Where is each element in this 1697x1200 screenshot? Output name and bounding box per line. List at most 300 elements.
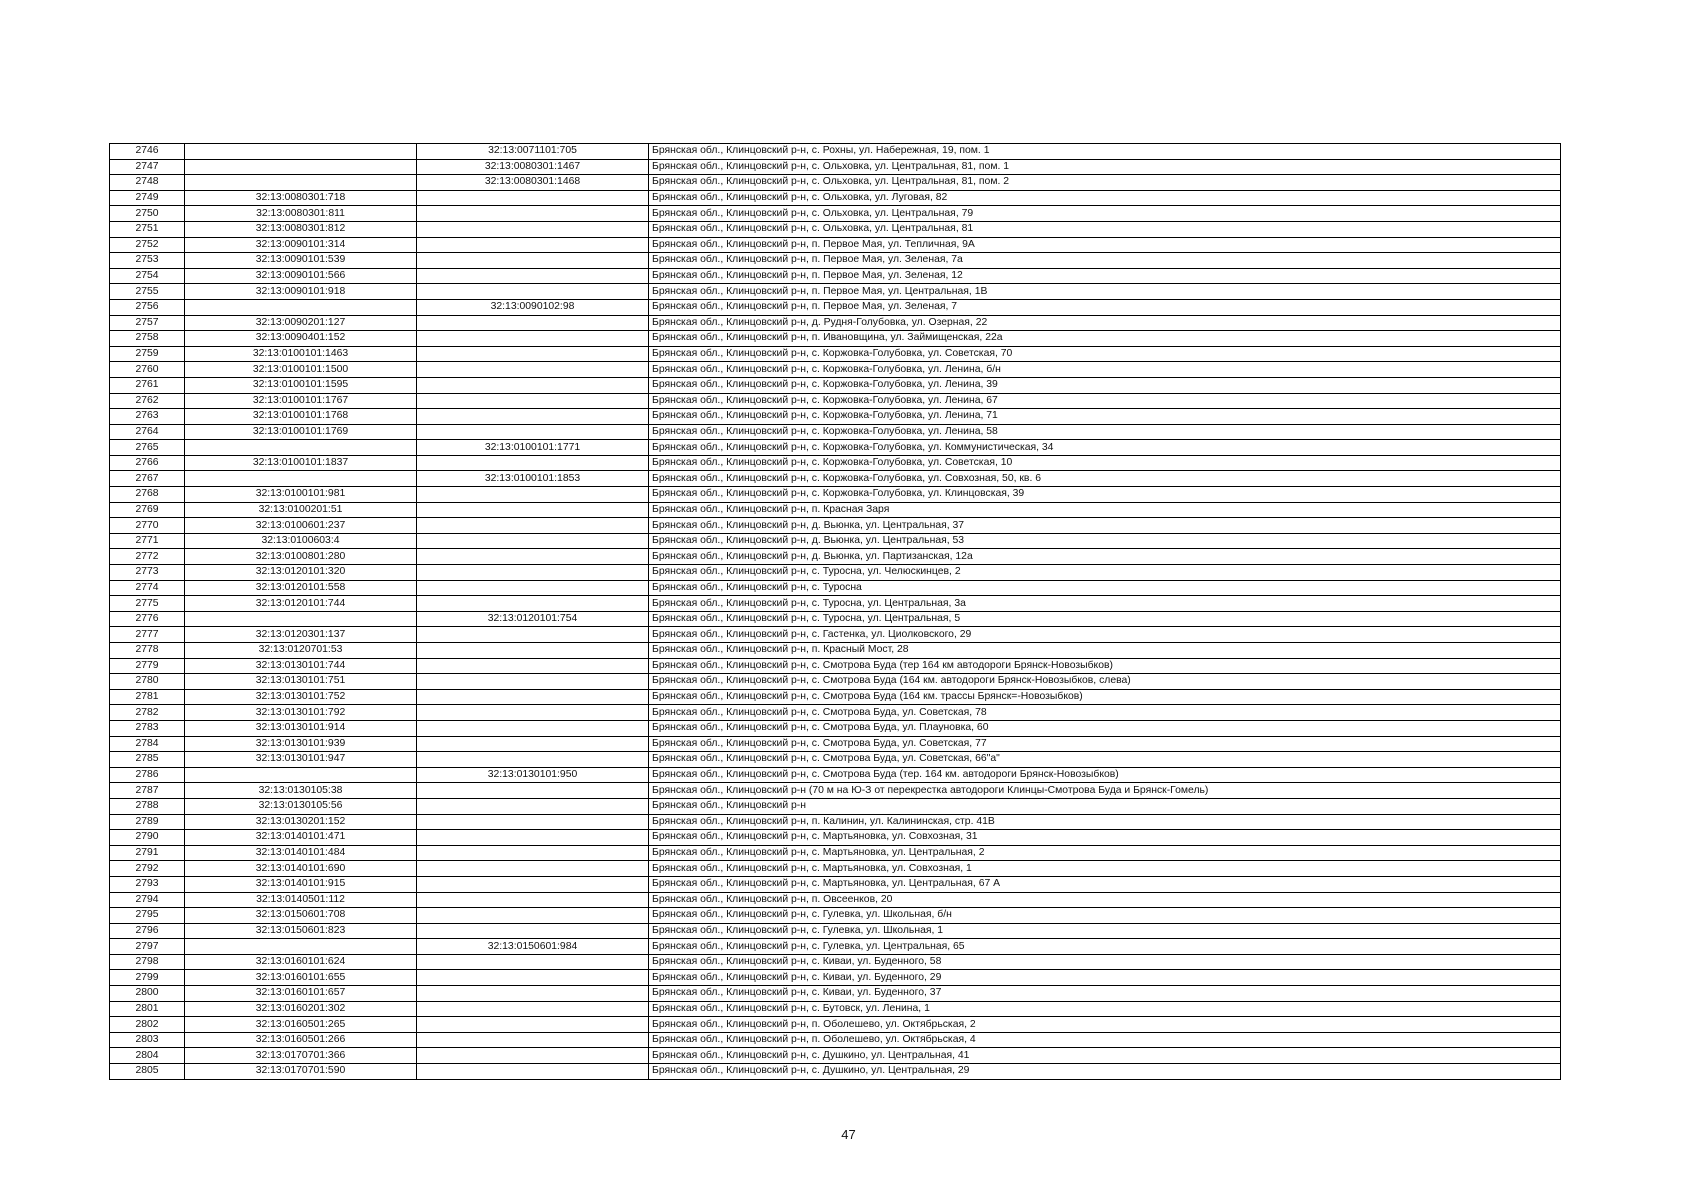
table-row — [110, 658, 1561, 674]
row-number-cell: 2758 — [110, 331, 185, 347]
table-row — [110, 1048, 1561, 1064]
address-cell: Брянская обл., Клинцовский р-н, с. Коржовка-Голубовка, ул. Советская, 10 — [649, 455, 1561, 471]
address-cell: Брянская обл., Клинцовский р-н, п. Первое Мая, ул. Тепличная, 9А — [649, 237, 1561, 253]
cadastral-number-alt-cell — [417, 565, 649, 581]
row-number-cell: 2747 — [110, 159, 185, 175]
address-cell: Брянская обл., Клинцовский р-н, с. Гулевка, ул. Центральная, 65 — [649, 939, 1561, 955]
cadastral-number-cell: 32:13:0130105:38 — [185, 783, 417, 799]
row-number-cell: 2756 — [110, 299, 185, 315]
cadastral-number-cell — [185, 471, 417, 487]
table-row — [110, 954, 1561, 970]
row-number-cell: 2772 — [110, 549, 185, 565]
row-number-cell: 2804 — [110, 1048, 185, 1064]
cadastral-number-cell: 32:13:0140101:471 — [185, 830, 417, 846]
row-number-cell: 2779 — [110, 658, 185, 674]
address-cell: Брянская обл., Клинцовский р-н, с. Смотрова Буда, ул. Советская, 66"а" — [649, 752, 1561, 768]
address-cell: Брянская обл., Клинцовский р-н, с. Смотрова Буда (тер 164 км автодороги Брянск-Новозыбков) — [649, 658, 1561, 674]
row-number-cell: 2780 — [110, 674, 185, 690]
cadastral-number-cell: 32:13:0140101:915 — [185, 876, 417, 892]
row-number-cell: 2792 — [110, 861, 185, 877]
row-number-cell: 2803 — [110, 1032, 185, 1048]
table-row — [110, 830, 1561, 846]
row-number-cell: 2795 — [110, 908, 185, 924]
table-row — [110, 175, 1561, 191]
cadastral-number-alt-cell — [417, 783, 649, 799]
table-row — [110, 268, 1561, 284]
table-row — [110, 549, 1561, 565]
cadastral-number-alt-cell — [417, 487, 649, 503]
table-row — [110, 424, 1561, 440]
cadastral-number-cell: 32:13:0090101:539 — [185, 253, 417, 269]
row-number-cell: 2788 — [110, 798, 185, 814]
row-number-cell: 2789 — [110, 814, 185, 830]
cadastral-number-cell — [185, 159, 417, 175]
row-number-cell: 2798 — [110, 954, 185, 970]
cadastral-number-alt-cell — [417, 409, 649, 425]
address-cell: Брянская обл., Клинцовский р-н, с. Мартьяновка, ул. Совхозная, 1 — [649, 861, 1561, 877]
address-cell: Брянская обл., Клинцовский р-н, с. Ольховка, ул. Центральная, 81, пом. 2 — [649, 175, 1561, 191]
address-cell: Брянская обл., Клинцовский р-н, с. Туросна, ул. Центральная, 3а — [649, 596, 1561, 612]
row-number-cell: 2778 — [110, 643, 185, 659]
table-row — [110, 783, 1561, 799]
address-cell: Брянская обл., Клинцовский р-н, с. Гастенка, ул. Циолковского, 29 — [649, 627, 1561, 643]
cadastral-number-cell: 32:13:0130101:914 — [185, 720, 417, 736]
cadastral-number-cell: 32:13:0170701:366 — [185, 1048, 417, 1064]
registry-table-body — [110, 144, 1561, 1080]
table-row — [110, 752, 1561, 768]
registry-table — [109, 143, 1561, 1080]
address-cell: Брянская обл., Клинцовский р-н, с. Гулевка, ул. Школьная, б/н — [649, 908, 1561, 924]
address-cell: Брянская обл., Клинцовский р-н, с. Рохны, ул. Набережная, 19, пом. 1 — [649, 144, 1561, 160]
table-row — [110, 970, 1561, 986]
cadastral-number-cell — [185, 175, 417, 191]
row-number-cell: 2802 — [110, 1017, 185, 1033]
table-row — [110, 674, 1561, 690]
cadastral-number-alt-cell — [417, 643, 649, 659]
cadastral-number-cell: 32:13:0100801:280 — [185, 549, 417, 565]
address-cell: Брянская обл., Клинцовский р-н, с. Мартьяновка, ул. Центральная, 2 — [649, 845, 1561, 861]
cadastral-number-alt-cell — [417, 658, 649, 674]
cadastral-number-cell: 32:13:0120101:744 — [185, 596, 417, 612]
page-number: 47 — [841, 1127, 856, 1142]
table-row — [110, 1017, 1561, 1033]
cadastral-number-cell: 32:13:0100601:237 — [185, 518, 417, 534]
cadastral-number-cell: 32:13:0100603:4 — [185, 533, 417, 549]
address-cell: Брянская обл., Клинцовский р-н, п. Ивановщина, ул. Займищенская, 22а — [649, 331, 1561, 347]
cadastral-number-alt-cell — [417, 892, 649, 908]
cadastral-number-alt-cell — [417, 954, 649, 970]
cadastral-number-alt-cell — [417, 798, 649, 814]
row-number-cell: 2764 — [110, 424, 185, 440]
cadastral-number-cell: 32:13:0130101:939 — [185, 736, 417, 752]
cadastral-number-cell: 32:13:0100101:1595 — [185, 377, 417, 393]
address-cell: Брянская обл., Клинцовский р-н, с. Киваи, ул. Буденного, 37 — [649, 986, 1561, 1002]
cadastral-number-cell: 32:13:0100101:1767 — [185, 393, 417, 409]
table-row — [110, 206, 1561, 222]
cadastral-number-cell: 32:13:0100101:1463 — [185, 346, 417, 362]
table-row — [110, 377, 1561, 393]
cadastral-number-alt-cell: 32:13:0120101:754 — [417, 611, 649, 627]
table-row — [110, 923, 1561, 939]
row-number-cell: 2786 — [110, 767, 185, 783]
address-cell: Брянская обл., Клинцовский р-н, с. Гулевка, ул. Школьная, 1 — [649, 923, 1561, 939]
cadastral-number-cell: 32:13:0090101:918 — [185, 284, 417, 300]
table-row — [110, 705, 1561, 721]
cadastral-number-alt-cell — [417, 861, 649, 877]
cadastral-number-cell: 32:13:0130101:947 — [185, 752, 417, 768]
cadastral-number-alt-cell — [417, 830, 649, 846]
table-row — [110, 221, 1561, 237]
cadastral-number-cell: 32:13:0170701:590 — [185, 1064, 417, 1080]
cadastral-number-cell — [185, 767, 417, 783]
cadastral-number-alt-cell — [417, 845, 649, 861]
cadastral-number-alt-cell — [417, 596, 649, 612]
cadastral-number-alt-cell: 32:13:0100101:1853 — [417, 471, 649, 487]
cadastral-number-cell: 32:13:0160101:657 — [185, 986, 417, 1002]
cadastral-number-cell: 32:13:0140101:484 — [185, 845, 417, 861]
cadastral-number-alt-cell — [417, 190, 649, 206]
cadastral-number-alt-cell — [417, 752, 649, 768]
table-row — [110, 440, 1561, 456]
cadastral-number-alt-cell: 32:13:0090102:98 — [417, 299, 649, 315]
address-cell: Брянская обл., Клинцовский р-н, с. Коржовка-Голубовка, ул. Советская, 70 — [649, 346, 1561, 362]
cadastral-number-cell: 32:13:0120701:53 — [185, 643, 417, 659]
address-cell: Брянская обл., Клинцовский р-н, п. Первое Мая, ул. Зеленая, 7а — [649, 253, 1561, 269]
cadastral-number-cell: 32:13:0130101:752 — [185, 689, 417, 705]
row-number-cell: 2776 — [110, 611, 185, 627]
table-row — [110, 487, 1561, 503]
cadastral-number-alt-cell — [417, 331, 649, 347]
cadastral-number-cell: 32:13:0080301:718 — [185, 190, 417, 206]
cadastral-number-alt-cell — [417, 1048, 649, 1064]
cadastral-number-cell: 32:13:0090101:566 — [185, 268, 417, 284]
row-number-cell: 2759 — [110, 346, 185, 362]
row-number-cell: 2797 — [110, 939, 185, 955]
address-cell: Брянская обл., Клинцовский р-н, с. Коржовка-Голубовка, ул. Ленина, 39 — [649, 377, 1561, 393]
table-row — [110, 565, 1561, 581]
cadastral-number-cell: 32:13:0160501:266 — [185, 1032, 417, 1048]
cadastral-number-cell: 32:13:0130101:751 — [185, 674, 417, 690]
address-cell: Брянская обл., Клинцовский р-н — [649, 798, 1561, 814]
cadastral-number-alt-cell — [417, 315, 649, 331]
row-number-cell: 2800 — [110, 986, 185, 1002]
row-number-cell: 2766 — [110, 455, 185, 471]
row-number-cell: 2757 — [110, 315, 185, 331]
cadastral-number-cell: 32:13:0080301:811 — [185, 206, 417, 222]
address-cell: Брянская обл., Клинцовский р-н, п. Красная Заря — [649, 502, 1561, 518]
table-row — [110, 237, 1561, 253]
row-number-cell: 2746 — [110, 144, 185, 160]
cadastral-number-cell: 32:13:0100101:981 — [185, 487, 417, 503]
row-number-cell: 2748 — [110, 175, 185, 191]
cadastral-number-cell — [185, 299, 417, 315]
table-row — [110, 315, 1561, 331]
cadastral-number-alt-cell — [417, 346, 649, 362]
address-cell: Брянская обл., Клинцовский р-н, с. Ольховка, ул. Центральная, 81, пом. 1 — [649, 159, 1561, 175]
cadastral-number-alt-cell — [417, 518, 649, 534]
address-cell: Брянская обл., Клинцовский р-н, п. Оболешево, ул. Октябрьская, 2 — [649, 1017, 1561, 1033]
table-row — [110, 580, 1561, 596]
cadastral-number-cell: 32:13:0160101:624 — [185, 954, 417, 970]
row-number-cell: 2782 — [110, 705, 185, 721]
table-row — [110, 471, 1561, 487]
cadastral-number-alt-cell — [417, 674, 649, 690]
address-cell: Брянская обл., Клинцовский р-н, с. Коржовка-Голубовка, ул. Ленина, 71 — [649, 409, 1561, 425]
table-row — [110, 284, 1561, 300]
table-row — [110, 1001, 1561, 1017]
cadastral-number-alt-cell — [417, 705, 649, 721]
address-cell: Брянская обл., Клинцовский р-н, с. Смотрова Буда (164 км. автодороги Брянск-Новозыбков, слева) — [649, 674, 1561, 690]
address-cell: Брянская обл., Клинцовский р-н, с. Коржовка-Голубовка, ул. Ленина, 58 — [649, 424, 1561, 440]
cadastral-number-alt-cell: 32:13:0080301:1467 — [417, 159, 649, 175]
cadastral-number-cell — [185, 939, 417, 955]
address-cell: Брянская обл., Клинцовский р-н, д. Вьюнка, ул. Центральная, 37 — [649, 518, 1561, 534]
cadastral-number-cell: 32:13:0120101:558 — [185, 580, 417, 596]
row-number-cell: 2773 — [110, 565, 185, 581]
address-cell: Брянская обл., Клинцовский р-н, с. Смотрова Буда, ул. Советская, 78 — [649, 705, 1561, 721]
cadastral-number-cell: 32:13:0130201:152 — [185, 814, 417, 830]
cadastral-number-cell: 32:13:0130105:56 — [185, 798, 417, 814]
cadastral-number-cell: 32:13:0120101:320 — [185, 565, 417, 581]
row-number-cell: 2785 — [110, 752, 185, 768]
cadastral-number-alt-cell: 32:13:0080301:1468 — [417, 175, 649, 191]
row-number-cell: 2784 — [110, 736, 185, 752]
table-row — [110, 611, 1561, 627]
cadastral-number-alt-cell — [417, 362, 649, 378]
cadastral-number-alt-cell — [417, 1064, 649, 1080]
cadastral-number-cell: 32:13:0150601:708 — [185, 908, 417, 924]
cadastral-number-cell — [185, 144, 417, 160]
table-row — [110, 409, 1561, 425]
cadastral-number-alt-cell — [417, 533, 649, 549]
row-number-cell: 2755 — [110, 284, 185, 300]
table-row — [110, 892, 1561, 908]
address-cell: Брянская обл., Клинцовский р-н, д. Рудня-Голубовка, ул. Озерная, 22 — [649, 315, 1561, 331]
cadastral-number-cell: 32:13:0140501:112 — [185, 892, 417, 908]
table-row — [110, 720, 1561, 736]
row-number-cell: 2775 — [110, 596, 185, 612]
table-row — [110, 939, 1561, 955]
table-row — [110, 1064, 1561, 1080]
cadastral-number-cell: 32:13:0160101:655 — [185, 970, 417, 986]
row-number-cell: 2796 — [110, 923, 185, 939]
row-number-cell: 2805 — [110, 1064, 185, 1080]
row-number-cell: 2777 — [110, 627, 185, 643]
row-number-cell: 2787 — [110, 783, 185, 799]
row-number-cell: 2754 — [110, 268, 185, 284]
address-cell: Брянская обл., Клинцовский р-н, с. Смотрова Буда, ул. Плауновка, 60 — [649, 720, 1561, 736]
address-cell: Брянская обл., Клинцовский р-н, п. Первое Мая, ул. Зеленая, 12 — [649, 268, 1561, 284]
cadastral-number-alt-cell — [417, 424, 649, 440]
address-cell: Брянская обл., Клинцовский р-н, п. Калинин, ул. Калининская, стр. 41В — [649, 814, 1561, 830]
cadastral-number-alt-cell — [417, 736, 649, 752]
address-cell: Брянская обл., Клинцовский р-н, с. Душкино, ул. Центральная, 41 — [649, 1048, 1561, 1064]
address-cell: Брянская обл., Клинцовский р-н, п. Овсеенков, 20 — [649, 892, 1561, 908]
cadastral-number-alt-cell: 32:13:0150601:984 — [417, 939, 649, 955]
row-number-cell: 2763 — [110, 409, 185, 425]
cadastral-number-cell: 32:13:0130101:792 — [185, 705, 417, 721]
cadastral-number-cell: 32:13:0160201:302 — [185, 1001, 417, 1017]
address-cell: Брянская обл., Клинцовский р-н, с. Смотрова Буда (164 км. трассы Брянск=-Новозыбков) — [649, 689, 1561, 705]
table-row — [110, 689, 1561, 705]
row-number-cell: 2760 — [110, 362, 185, 378]
row-number-cell: 2769 — [110, 502, 185, 518]
table-row — [110, 331, 1561, 347]
table-row — [110, 814, 1561, 830]
cadastral-number-cell: 32:13:0090401:152 — [185, 331, 417, 347]
cadastral-number-alt-cell — [417, 502, 649, 518]
row-number-cell: 2770 — [110, 518, 185, 534]
cadastral-number-cell: 32:13:0160501:265 — [185, 1017, 417, 1033]
table-row — [110, 596, 1561, 612]
cadastral-number-alt-cell — [417, 970, 649, 986]
row-number-cell: 2761 — [110, 377, 185, 393]
table-row — [110, 502, 1561, 518]
cadastral-number-alt-cell — [417, 876, 649, 892]
table-row — [110, 986, 1561, 1002]
address-cell: Брянская обл., Клинцовский р-н, с. Ольховка, ул. Луговая, 82 — [649, 190, 1561, 206]
row-number-cell: 2781 — [110, 689, 185, 705]
cadastral-number-cell: 32:13:0090101:314 — [185, 237, 417, 253]
table-row — [110, 1032, 1561, 1048]
table-row — [110, 767, 1561, 783]
cadastral-number-cell: 32:13:0080301:812 — [185, 221, 417, 237]
address-cell: Брянская обл., Клинцовский р-н, с. Смотрова Буда, ул. Советская, 77 — [649, 736, 1561, 752]
table-row — [110, 190, 1561, 206]
row-number-cell: 2790 — [110, 830, 185, 846]
cadastral-number-alt-cell — [417, 393, 649, 409]
table-row — [110, 533, 1561, 549]
row-number-cell: 2749 — [110, 190, 185, 206]
row-number-cell: 2765 — [110, 440, 185, 456]
cadastral-number-alt-cell: 32:13:0100101:1771 — [417, 440, 649, 456]
cadastral-number-cell: 32:13:0100101:1500 — [185, 362, 417, 378]
row-number-cell: 2762 — [110, 393, 185, 409]
row-number-cell: 2793 — [110, 876, 185, 892]
cadastral-number-cell: 32:13:0100101:1837 — [185, 455, 417, 471]
cadastral-number-alt-cell — [417, 455, 649, 471]
table-row — [110, 861, 1561, 877]
address-cell: Брянская обл., Клинцовский р-н, с. Коржовка-Голубовка, ул. Коммунистическая, 34 — [649, 440, 1561, 456]
table-row — [110, 518, 1561, 534]
table-row — [110, 346, 1561, 362]
cadastral-number-alt-cell — [417, 1032, 649, 1048]
table-row — [110, 876, 1561, 892]
cadastral-number-cell: 32:13:0120301:137 — [185, 627, 417, 643]
cadastral-number-cell: 32:13:0150601:823 — [185, 923, 417, 939]
table-row — [110, 455, 1561, 471]
address-cell: Брянская обл., Клинцовский р-н, д. Вьюнка, ул. Партизанская, 12а — [649, 549, 1561, 565]
address-cell: Брянская обл., Клинцовский р-н, с. Душкино, ул. Центральная, 29 — [649, 1064, 1561, 1080]
address-cell: Брянская обл., Клинцовский р-н, с. Киваи, ул. Буденного, 29 — [649, 970, 1561, 986]
address-cell: Брянская обл., Клинцовский р-н, с. Коржовка-Голубовка, ул. Ленина, б/н — [649, 362, 1561, 378]
row-number-cell: 2791 — [110, 845, 185, 861]
cadastral-number-alt-cell — [417, 908, 649, 924]
address-cell: Брянская обл., Клинцовский р-н, с. Ольховка, ул. Центральная, 81 — [649, 221, 1561, 237]
row-number-cell: 2750 — [110, 206, 185, 222]
row-number-cell: 2799 — [110, 970, 185, 986]
row-number-cell: 2753 — [110, 253, 185, 269]
cadastral-number-cell: 32:13:0140101:690 — [185, 861, 417, 877]
cadastral-number-cell: 32:13:0090201:127 — [185, 315, 417, 331]
cadastral-number-alt-cell: 32:13:0071101:705 — [417, 144, 649, 160]
address-cell: Брянская обл., Клинцовский р-н, с. Мартьяновка, ул. Центральная, 67 А — [649, 876, 1561, 892]
table-row — [110, 908, 1561, 924]
address-cell: Брянская обл., Клинцовский р-н, с. Туросна, ул. Центральная, 5 — [649, 611, 1561, 627]
address-cell: Брянская обл., Клинцовский р-н, с. Мартьяновка, ул. Совхозная, 31 — [649, 830, 1561, 846]
address-cell: Брянская обл., Клинцовский р-н, с. Ольховка, ул. Центральная, 79 — [649, 206, 1561, 222]
cadastral-number-alt-cell — [417, 237, 649, 253]
row-number-cell: 2774 — [110, 580, 185, 596]
table-row — [110, 393, 1561, 409]
cadastral-number-alt-cell — [417, 221, 649, 237]
cadastral-number-alt-cell — [417, 986, 649, 1002]
cadastral-number-alt-cell — [417, 923, 649, 939]
table-row — [110, 627, 1561, 643]
cadastral-number-alt-cell — [417, 206, 649, 222]
row-number-cell: 2768 — [110, 487, 185, 503]
address-cell: Брянская обл., Клинцовский р-н, с. Туросна — [649, 580, 1561, 596]
address-cell: Брянская обл., Клинцовский р-н, с. Коржовка-Голубовка, ул. Клинцовская, 39 — [649, 487, 1561, 503]
cadastral-number-alt-cell — [417, 814, 649, 830]
address-cell: Брянская обл., Клинцовский р-н (70 м на Ю-З от перекрестка автодороги Клинцы-Смотрова Буда и Брянск-Гомель) — [649, 783, 1561, 799]
address-cell: Брянская обл., Клинцовский р-н, с. Коржовка-Голубовка, ул. Ленина, 67 — [649, 393, 1561, 409]
table-row — [110, 144, 1561, 160]
table-row — [110, 845, 1561, 861]
cadastral-number-alt-cell — [417, 549, 649, 565]
address-cell: Брянская обл., Клинцовский р-н, с. Смотрова Буда (тер. 164 км. автодороги Брянск-Новозыбков) — [649, 767, 1561, 783]
cadastral-number-alt-cell — [417, 627, 649, 643]
cadastral-number-alt-cell — [417, 253, 649, 269]
cadastral-number-alt-cell: 32:13:0130101:950 — [417, 767, 649, 783]
address-cell: Брянская обл., Клинцовский р-н, п. Оболешево, ул. Октябрьская, 4 — [649, 1032, 1561, 1048]
address-cell: Брянская обл., Клинцовский р-н, п. Красный Мост, 28 — [649, 643, 1561, 659]
row-number-cell: 2752 — [110, 237, 185, 253]
table-row — [110, 159, 1561, 175]
row-number-cell: 2771 — [110, 533, 185, 549]
table-row — [110, 253, 1561, 269]
address-cell: Брянская обл., Клинцовский р-н, п. Первое Мая, ул. Центральная, 1В — [649, 284, 1561, 300]
cadastral-number-cell: 32:13:0100101:1768 — [185, 409, 417, 425]
cadastral-number-cell — [185, 611, 417, 627]
table-row — [110, 362, 1561, 378]
row-number-cell: 2783 — [110, 720, 185, 736]
table-row — [110, 736, 1561, 752]
cadastral-number-alt-cell — [417, 689, 649, 705]
cadastral-number-alt-cell — [417, 377, 649, 393]
cadastral-number-alt-cell — [417, 1017, 649, 1033]
cadastral-number-cell: 32:13:0130101:744 — [185, 658, 417, 674]
table-row — [110, 299, 1561, 315]
cadastral-number-alt-cell — [417, 720, 649, 736]
row-number-cell: 2751 — [110, 221, 185, 237]
address-cell: Брянская обл., Клинцовский р-н, д. Вьюнка, ул. Центральная, 53 — [649, 533, 1561, 549]
address-cell: Брянская обл., Клинцовский р-н, с. Коржовка-Голубовка, ул. Совхозная, 50, кв. 6 — [649, 471, 1561, 487]
row-number-cell: 2767 — [110, 471, 185, 487]
cadastral-number-cell: 32:13:0100101:1769 — [185, 424, 417, 440]
address-cell: Брянская обл., Клинцовский р-н, с. Киваи, ул. Буденного, 58 — [649, 954, 1561, 970]
cadastral-number-cell — [185, 440, 417, 456]
row-number-cell: 2801 — [110, 1001, 185, 1017]
address-cell: Брянская обл., Клинцовский р-н, с. Туросна, ул. Челюскинцев, 2 — [649, 565, 1561, 581]
cadastral-number-alt-cell — [417, 284, 649, 300]
cadastral-number-alt-cell — [417, 1001, 649, 1017]
row-number-cell: 2794 — [110, 892, 185, 908]
cadastral-number-cell: 32:13:0100201:51 — [185, 502, 417, 518]
address-cell: Брянская обл., Клинцовский р-н, с. Бутовск, ул. Ленина, 1 — [649, 1001, 1561, 1017]
address-cell: Брянская обл., Клинцовский р-н, п. Первое Мая, ул. Зеленая, 7 — [649, 299, 1561, 315]
table-row — [110, 643, 1561, 659]
